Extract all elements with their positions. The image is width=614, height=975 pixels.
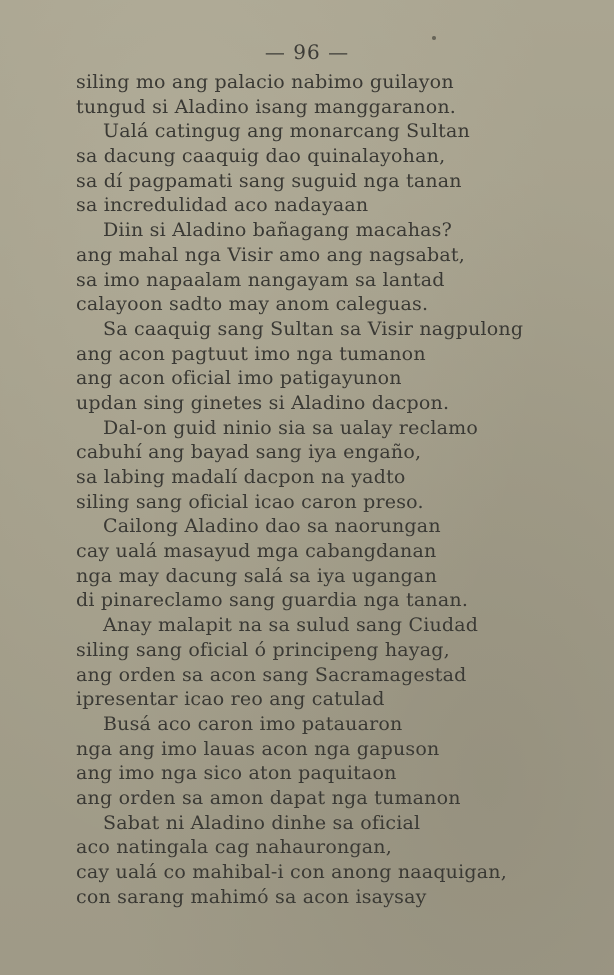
verse-line: sa dí pagpamati sang suguid nga tanan (76, 169, 462, 192)
verse-line: ang acon pagtuut imo nga tumanon (76, 342, 426, 365)
verse-line: di pinareclamo sang guardia nga tanan. (76, 589, 469, 612)
verse-line: updan sing ginetes si Aladino dacpon. (76, 391, 450, 414)
verse-line: Busá aco caron imo patauaron (103, 712, 403, 735)
verse-line: ang orden sa amon dapat nga tumanon (76, 786, 461, 809)
verse-line: ang mahal nga Visir amo ang nagsabat, (76, 243, 465, 266)
verse-line: ang orden sa acon sang Sacramagestad (76, 663, 467, 686)
verse-line: Cailong Aladino dao sa naorungan (103, 515, 441, 538)
verse-line: Diin si Aladino bañagang macahas? (103, 219, 453, 242)
verse-line: sa dacung caaquig dao quinalayohan, (76, 145, 446, 168)
verse-line: Sa caaquig sang Sultan sa Visir nagpulong (103, 317, 524, 340)
page-number: — 96 — (264, 40, 350, 64)
verse-line: siling mo ang palacio nabimo guilayon (76, 71, 454, 93)
verse-line: sa imo napaalam nangayam sa lantad (76, 268, 445, 291)
verse-line: cabuhí ang bayad sang iya engaño, (76, 441, 422, 464)
verse-line: sa incredulidad aco nadayaan (76, 194, 369, 217)
verse-line: ang acon oficial imo patigayunon (76, 367, 402, 390)
verse-line: cay ualá masayud mga cabangdanan (76, 540, 437, 563)
verse-line: Anay malapit na sa sulud sang Ciudad (103, 614, 479, 637)
verse-line: ipresentar icao reo ang catulad (76, 688, 385, 711)
verse-text-block (76, 70, 576, 909)
verse-line: cay ualá co mahibal-i con anong naaquigan, (76, 861, 507, 883)
verse-line: Sabat ni Aladino dinhe sa oficial (103, 811, 421, 834)
verse-line: ang imo nga sico aton paquitaon (76, 762, 397, 785)
verse-line: nga ang imo lauas acon nga gapuson (76, 737, 440, 760)
verse-line: Dal-on guid ninio sia sa ualay reclamo (103, 416, 479, 439)
verse-line: sa labing madalí dacpon na yadto (76, 466, 406, 488)
verse-line: aco natingala cag nahaurongan, (76, 836, 392, 859)
verse-line: calayoon sadto may anom caleguas. (76, 293, 429, 316)
verse-line: siling sang oficial ó principeng hayag, (76, 638, 450, 661)
verse-line: siling sang oficial icao caron preso. (76, 490, 424, 513)
verse-line: tungud si Aladino isang manggaranon. (76, 95, 457, 118)
verse-line: con sarang mahimó sa acon isaysay (76, 885, 427, 908)
verse-line: nga may dacung salá sa iya ugangan (76, 564, 437, 587)
verse-line: Ualá catingug ang monarcang Sultan (103, 120, 470, 143)
